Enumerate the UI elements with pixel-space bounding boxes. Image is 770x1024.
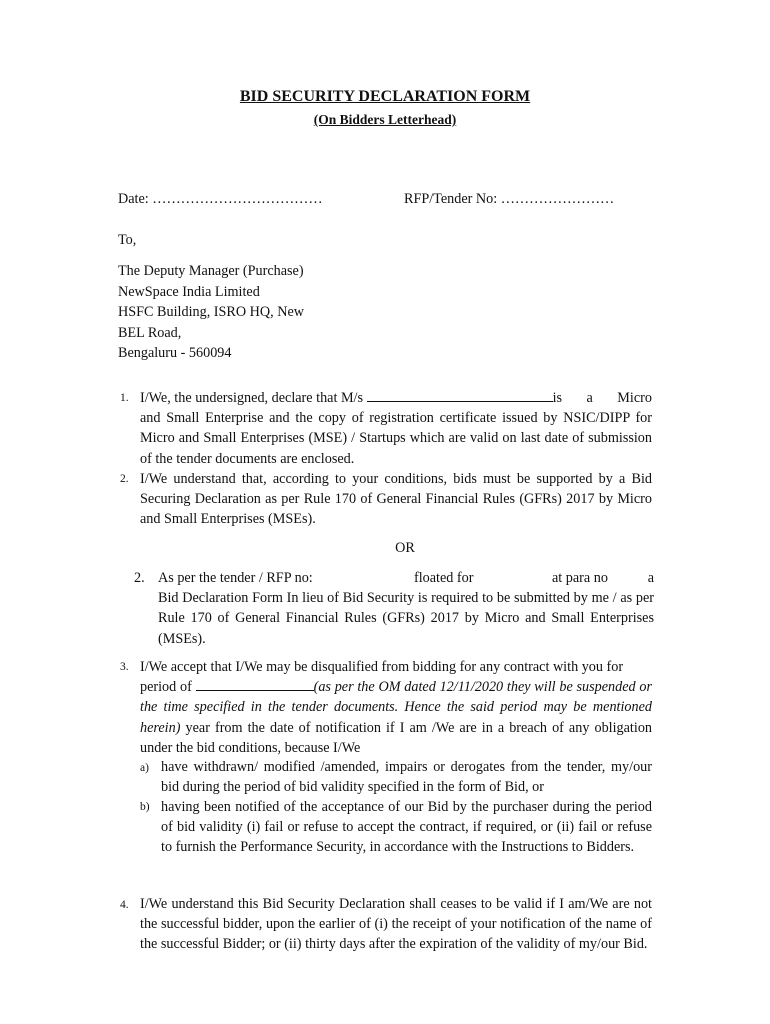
address-line: Bengaluru - 560094: [118, 345, 232, 361]
address-line: The Deputy Manager (Purchase): [118, 263, 304, 279]
clause-1-is: is: [552, 390, 563, 406]
msme-name-blank: [367, 389, 553, 402]
clause-3-period-prefix: period of: [140, 679, 192, 696]
clause-4: I/We understand this Bid Security Declaration shall ceases to be valid if I am/We are not the successful bidder, upon the earlier of (i) the receipt of your notification of the name of the successful Bidder; or (ii) thirty days after the expiration of the validity of my/our Bid.: [140, 896, 652, 953]
clause-3: [140, 657, 652, 758]
sub-clause-label: b): [140, 801, 150, 813]
address-line: BEL Road,: [118, 324, 182, 341]
clause-2b-rest: Bid Declaration Form In lieu of Bid Security is required to be submitted by me / as per Rule 170 of General Financial Rules (GFRs) 2017 by Micro and Small Enterprises (MSEs).: [158, 590, 654, 647]
clause-3-a: have withdrawn/ modified /amended, impairs or derogates from the tender, my/our bid during the period of bid validity specified in the form of Bid, or: [161, 759, 652, 796]
clause-1: [140, 388, 652, 469]
clause-2b: [158, 568, 654, 649]
clause-2b-part3: at para no: [552, 570, 608, 586]
rfp-tender-field: RFP/Tender No: ……………………: [404, 191, 615, 207]
or-separator: OR: [395, 540, 415, 556]
date-field: Date: ………………………………: [118, 191, 323, 207]
period-blank: [196, 678, 314, 691]
clause-number: 3.: [120, 661, 129, 673]
clause-1-rest: and Small Enterprise and the copy of registration certificate issued by NSIC/DIPP for Micro and Small Enterprises (MSE) / Startups which are valid on last date of submission of the tender documents are enclosed.: [140, 410, 652, 467]
clause-3-rest: year from the date of notification if I am /We are in a breach of any obligation under the bid conditions, because I/We: [140, 719, 653, 756]
clause-1-micro: Micro: [617, 390, 652, 406]
clause-3-line1: I/We accept that I/We may be disqualified from bidding for any contract with you for: [140, 659, 624, 675]
sub-clause-label: a): [140, 762, 149, 774]
salutation: To,: [118, 232, 137, 248]
form-subtitle: (On Bidders Letterhead): [313, 112, 457, 127]
address-line: NewSpace India Limited: [118, 283, 260, 300]
clause-number: 1.: [120, 392, 129, 404]
clause-2b-part4: a: [647, 570, 654, 586]
clause-number: 2.: [120, 473, 129, 485]
clause-2b-part1: As per the tender / RFP no:: [158, 570, 313, 586]
clause-3-italic-note: (as per the OM dated 12/11/2020 they will be suspended or the time specified in the tender documents. Hence the said period may be mentioned herein): [140, 679, 652, 736]
addressee-block: [118, 261, 304, 364]
clause-3-b: having been notified of the acceptance of our Bid by the purchaser during the period of bid validity (i) fail or refuse to accept the contract, if required, or (ii) fail or refuse to furnish the Performance Security, in accordance with the Instructions to Bidders.: [161, 799, 652, 856]
clause-2b-number: 2.: [134, 570, 145, 586]
clause-number: 4.: [120, 899, 129, 911]
clause-1-prefix: I/We, the undersigned, declare that M/s: [140, 390, 364, 406]
address-line: HSFC Building, ISRO HQ, New: [118, 304, 305, 320]
clause-1-a: a: [586, 390, 593, 406]
clause-2b-part2: floated for: [414, 570, 474, 586]
clause-2: I/We understand that, according to your conditions, bids must be supported by a Bid Securing Declaration as per Rule 170 of General Financial Rules (GFRs) 2017 by Micro and Small Enterprises (MSEs).: [140, 471, 652, 528]
form-title: BID SECURITY DECLARATION FORM: [239, 88, 531, 105]
